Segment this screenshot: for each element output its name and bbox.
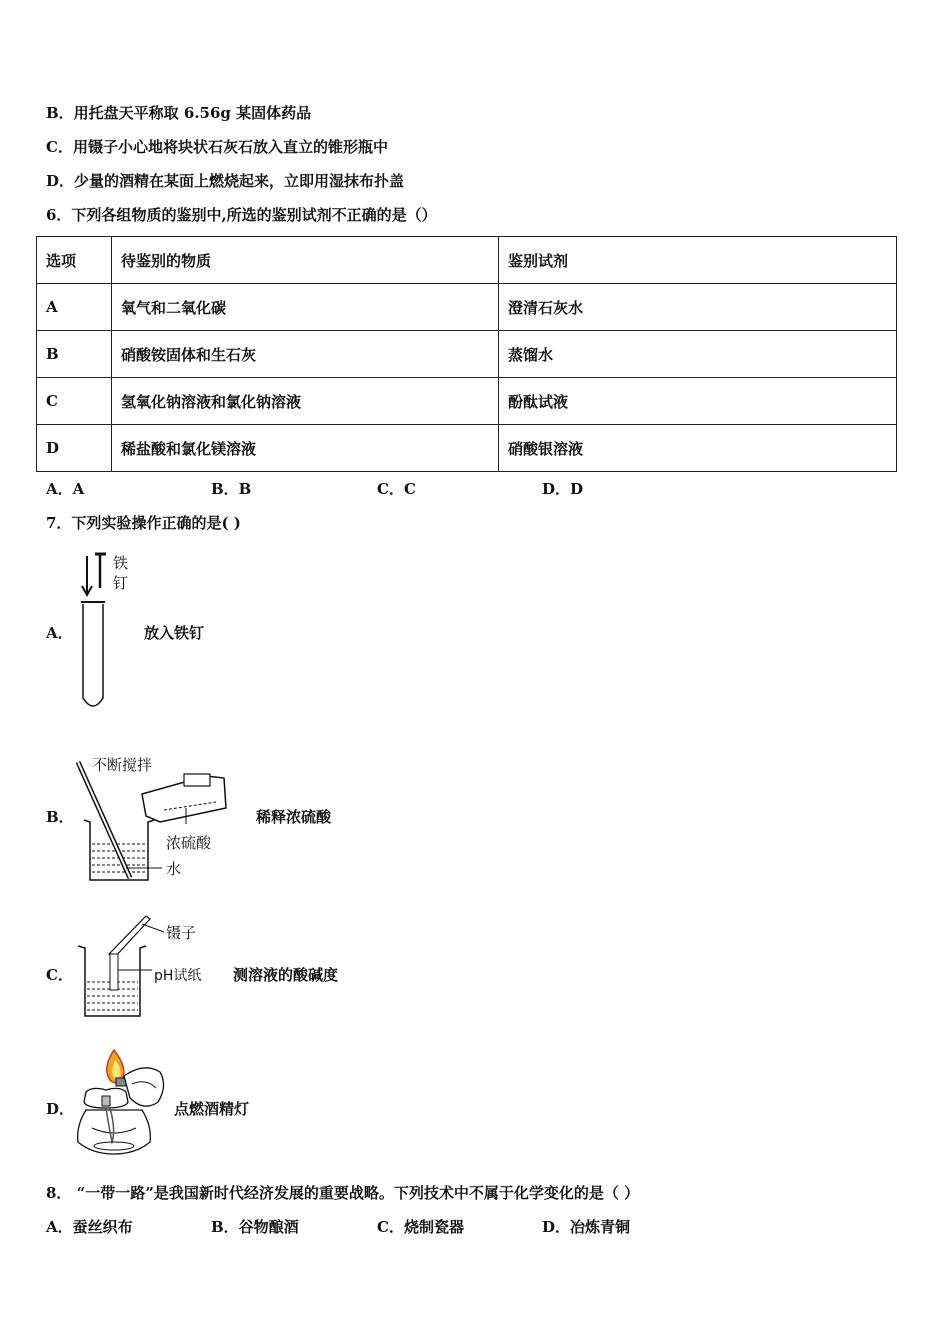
q8-stem: 8． “一带一路”是我国新时代经济发展的重要战略。下列技术中不属于化学变化的是（ ）: [46, 1184, 640, 1202]
table-cell: 酚酞试液: [499, 378, 897, 425]
dilution-figure: [76, 752, 236, 886]
q8-option-a: A．蚕丝织布: [46, 1218, 133, 1236]
nail-label-1: 铁: [113, 554, 129, 572]
table-cell: 澄清石灰水: [499, 284, 897, 331]
table-cell: 氧气和二氧化碳: [112, 284, 499, 331]
ph-test-figure: [76, 910, 216, 1022]
q5-option-b: B．用托盘天平称取 6.56g 某固体药品: [46, 104, 312, 122]
alcohol-lamp-figure: [72, 1046, 172, 1158]
q7-stem: 7．下列实验操作正确的是( ): [46, 514, 241, 532]
table-row: [37, 284, 897, 331]
table-cell: 稀盐酸和氯化镁溶液: [112, 425, 499, 472]
q7-option-c-caption: 测溶液的酸碱度: [233, 966, 339, 984]
ph-paper-label: pH试纸: [154, 968, 202, 984]
table-header: 鉴别试剂: [499, 237, 897, 284]
q5-option-c: C．用镊子小心地将块状石灰石放入直立的锥形瓶中: [46, 138, 388, 156]
stir-label: 不断搅拌: [92, 756, 153, 774]
q7-option-d-letter: D．: [46, 1100, 75, 1118]
water-label: 水: [166, 860, 182, 878]
q6-answer-d: D．D: [542, 480, 584, 498]
table-cell: A: [37, 284, 112, 331]
q6-answer-b: B．B: [211, 480, 252, 498]
q6-table: [36, 236, 897, 472]
table-cell: 氢氧化钠溶液和氯化钠溶液: [112, 378, 499, 425]
q7-option-b-caption: 稀释浓硫酸: [256, 808, 332, 826]
table-header-row: [37, 237, 897, 284]
table-row: [37, 378, 897, 425]
table-header: 待鉴别的物质: [112, 237, 499, 284]
q7-option-a-caption: 放入铁钉: [144, 624, 205, 642]
table-cell: C: [37, 378, 112, 425]
table-cell: 硝酸铵固体和生石灰: [112, 331, 499, 378]
q7-option-a-letter: A．: [46, 624, 73, 642]
q8-option-c: C．烧制瓷器: [377, 1218, 464, 1236]
test-tube-nail-figure: [75, 548, 145, 716]
table-cell: 蒸馏水: [499, 331, 897, 378]
table-cell: 硝酸银溶液: [499, 425, 897, 472]
nail-label-2: 钉: [113, 574, 129, 592]
q8-option-b: B．谷物酿酒: [211, 1218, 299, 1236]
q7-option-b-letter: B．: [46, 808, 74, 826]
q7-option-c-letter: C．: [46, 966, 73, 984]
q6-answer-a: A．A: [46, 480, 85, 498]
q7-option-d-caption: 点燃酒精灯: [174, 1100, 250, 1118]
table-row: [37, 425, 897, 472]
tweezers-label: 镊子: [166, 924, 197, 942]
q5-option-d: D．少量的酒精在某面上燃烧起来，立即用湿抹布扑盖: [46, 172, 405, 190]
table-header: 选项: [37, 237, 112, 284]
q8-option-d: D．冶炼青铜: [542, 1218, 631, 1236]
table-cell: B: [37, 331, 112, 378]
q6-answer-c: C．C: [377, 480, 416, 498]
q6-stem: 6．下列各组物质的鉴别中,所选的鉴别试剂不正确的是（）: [46, 206, 437, 224]
acid-label: 浓硫酸: [166, 834, 212, 852]
table-row: [37, 331, 897, 378]
table-cell: D: [37, 425, 112, 472]
